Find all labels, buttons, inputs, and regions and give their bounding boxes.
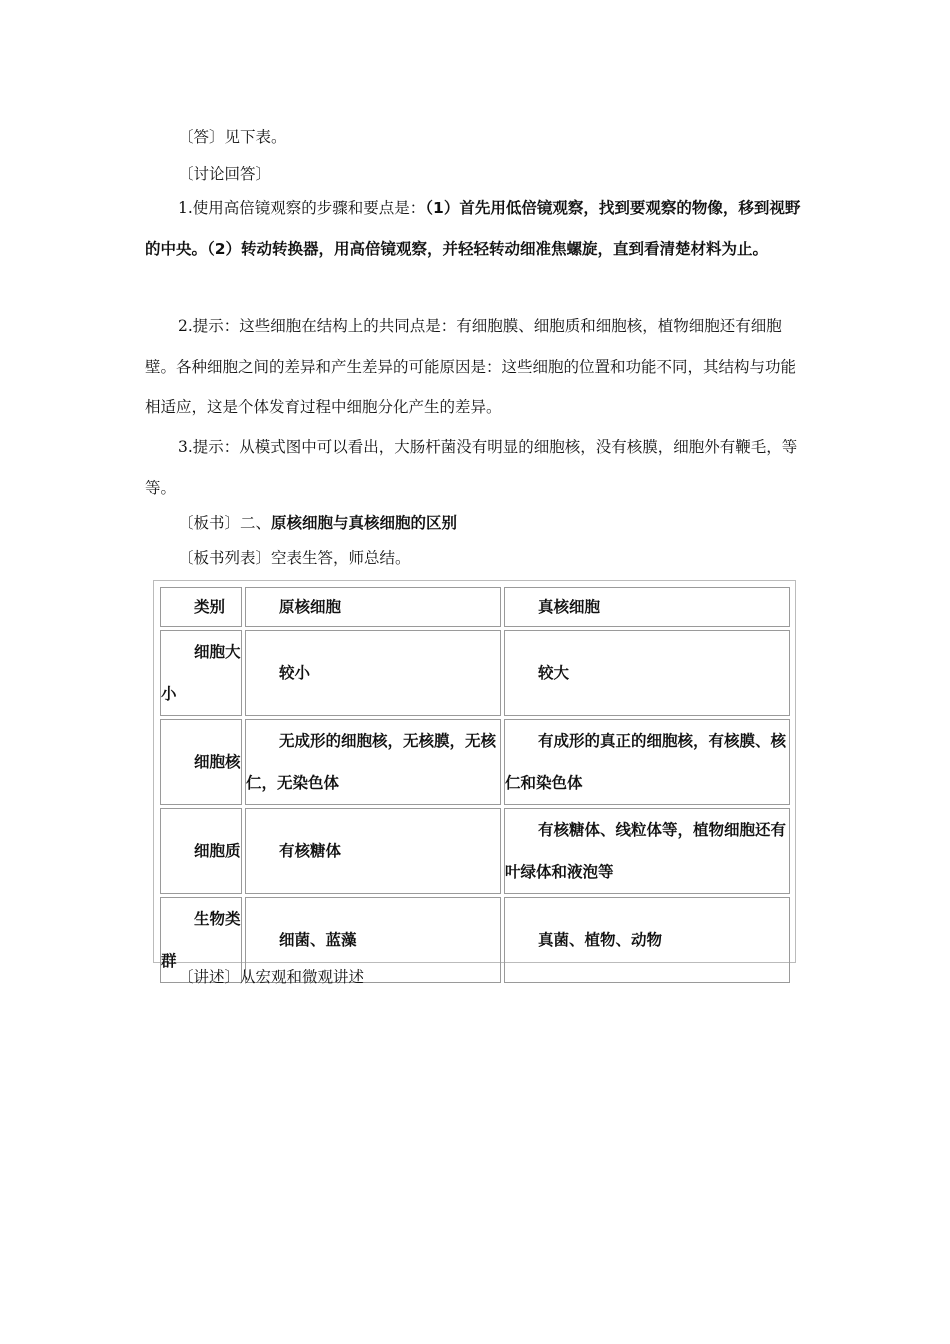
prokaryote-cell: 较小	[245, 630, 501, 716]
discussion-item-1	[145, 188, 805, 269]
discussion-item-2: 2.提示：这些细胞在结构上的共同点是：有细胞膜、细胞质和细胞核，植物细胞还有细胞壁。各种细胞之间的差异和产生差异的可能原因是：这些细胞的位置和功能不同，其结构与功能相适应，这是个体发育过程中细胞分化产生的差异。	[145, 317, 797, 416]
eukaryote-cell: 真菌、植物、动物	[504, 897, 790, 983]
eukaryote-cell: 有成形的真正的细胞核，有核膜、核仁和染色体	[504, 719, 790, 805]
row-label: 细胞核	[160, 719, 242, 805]
row-label: 生物类群	[160, 897, 242, 983]
table-row	[160, 719, 790, 805]
prokaryote-cell: 无成形的细胞核，无核膜，无核仁，无染色体	[245, 719, 501, 805]
header-category: 类别	[160, 587, 242, 627]
item1-steps: （1）首先用低倍镜观察，找到要观察的物像，移到视野的中央。（2）转动转换器，用高倍镜观察，并轻轻转动细准焦螺旋，直到看清楚材料为止。	[145, 199, 801, 258]
eukaryote-cell: 较大	[504, 630, 790, 716]
board-prefix: 〔板书〕二、	[178, 514, 272, 532]
row-label: 细胞质	[160, 808, 242, 894]
comparison-table	[157, 584, 793, 986]
board-title: 原核细胞与真核细胞的区别	[271, 514, 458, 532]
comparison-table-frame	[153, 580, 796, 970]
item1-lead: 1.使用高倍镜观察的步骤和要点是：	[178, 199, 426, 217]
table-row	[160, 808, 790, 894]
header-prokaryote: 原核细胞	[245, 587, 501, 627]
eukaryote-cell: 有核糖体、线粒体等，植物细胞还有叶绿体和液泡等	[504, 808, 790, 894]
prokaryote-cell: 细菌、蓝藻	[245, 897, 501, 983]
discussion-heading: 〔讨论回答〕	[178, 165, 272, 183]
discussion-item-3: 3.提示：从模式图中可以看出，大肠杆菌没有明显的细胞核，没有核膜，细胞外有鞭毛，等等。	[145, 438, 798, 497]
answer-line: 〔答〕见下表。	[178, 128, 287, 146]
table-row	[160, 630, 790, 716]
row-label: 细胞大小	[160, 630, 242, 716]
board-heading	[178, 511, 818, 535]
board-list-line: 〔板书列表〕空表生答，师总结。	[178, 549, 411, 567]
header-eukaryote: 真核细胞	[504, 587, 790, 627]
prokaryote-cell: 有核糖体	[245, 808, 501, 894]
lecture-line: 〔讲述〕从宏观和微观讲述	[178, 968, 365, 986]
table-header-row	[160, 587, 790, 627]
